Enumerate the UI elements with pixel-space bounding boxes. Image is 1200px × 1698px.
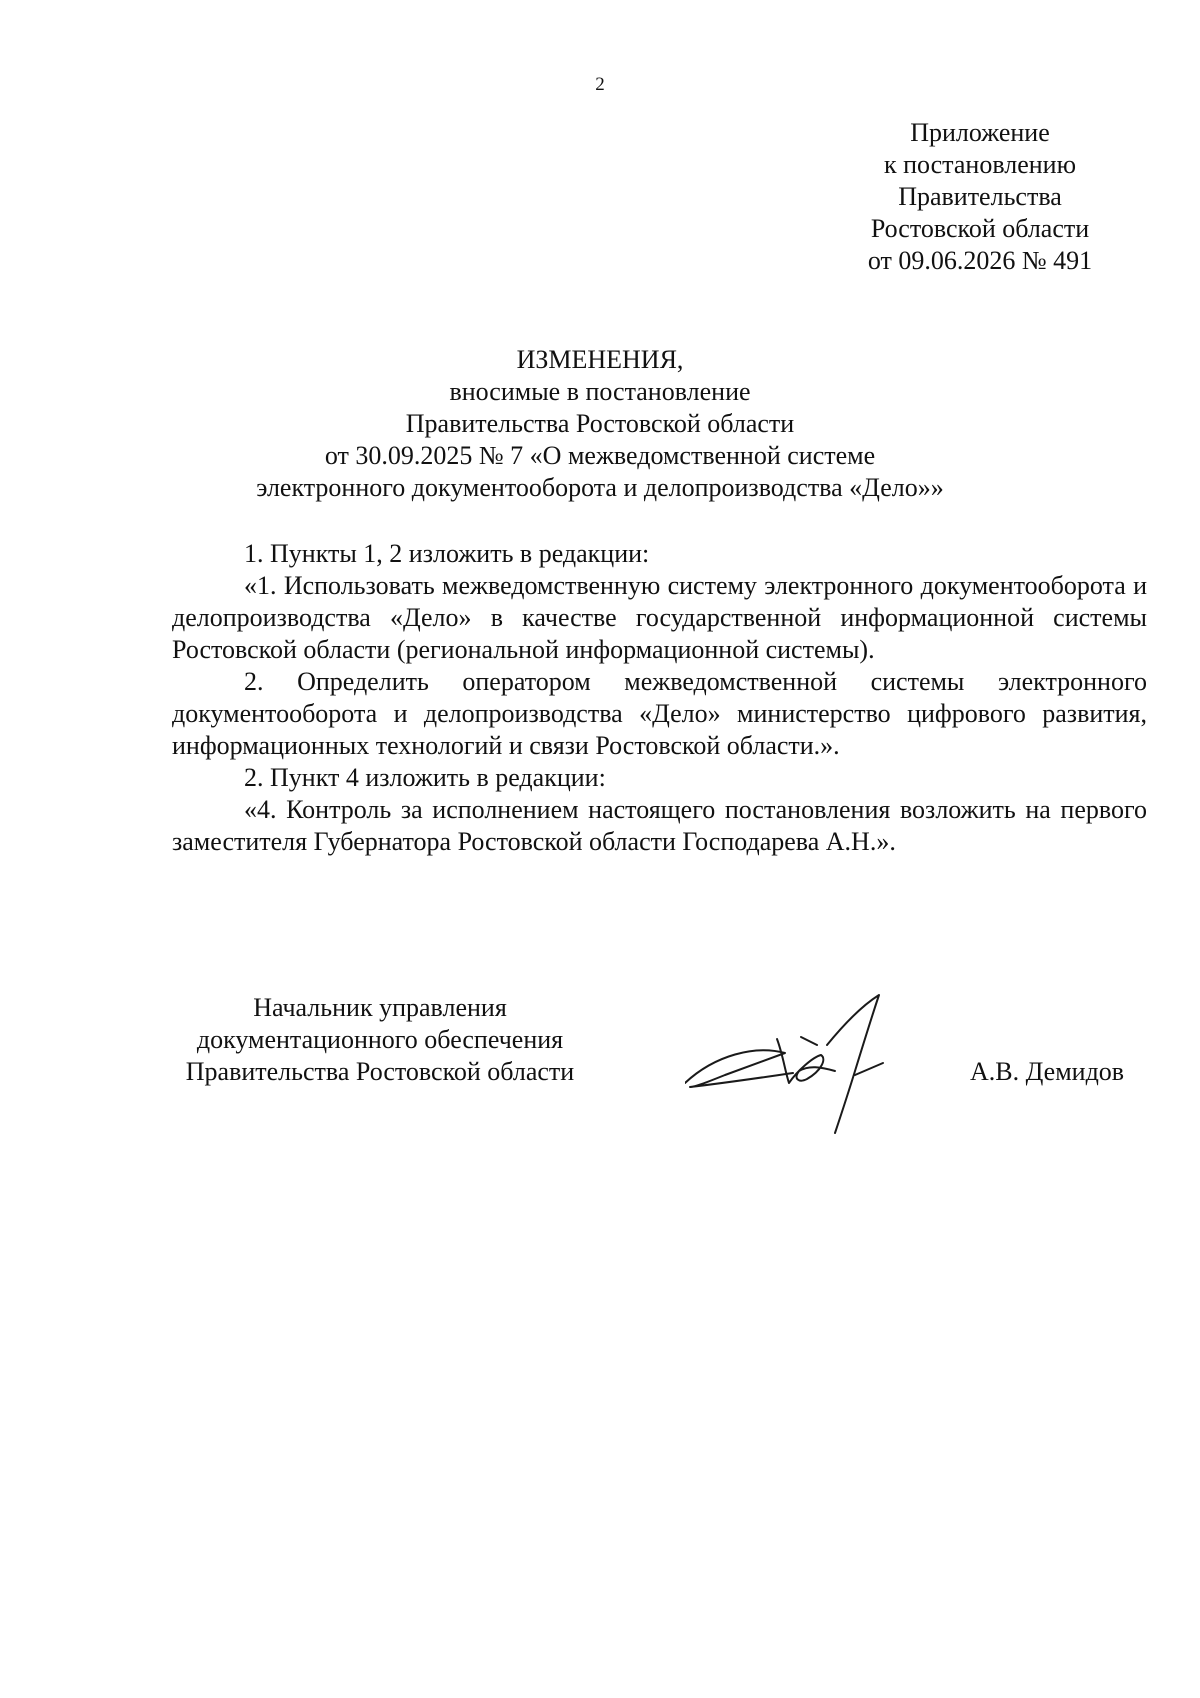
title-line: от 30.09.2025 № 7 «О межведомственной системе [324, 441, 876, 470]
signatory-title [150, 992, 610, 1088]
page-number: 2 [595, 74, 605, 95]
paragraph: «4. Контроль за исполнением настоящего постановления возложить на первого заместителя Губернатора Ростовской области Господарева А.Н.». [172, 795, 1147, 856]
document-title [150, 344, 1050, 504]
appendix-line: от 09.06.2026 № 491 [867, 246, 1093, 275]
title-heading: ИЗМЕНЕНИЯ, [516, 345, 684, 374]
paragraph: 2. Пункт 4 изложить в редакции: [244, 763, 606, 792]
title-line: вносимые в постановление [449, 377, 751, 406]
handwritten-signature [685, 975, 945, 1135]
paragraph: 1. Пункты 1, 2 изложить в редакции: [244, 539, 650, 568]
signatory-title-line: Правительства Ростовской области [185, 1057, 575, 1086]
title-line: Правительства Ростовской области [405, 409, 795, 438]
appendix-header [830, 117, 1130, 277]
appendix-line: Ростовской области [870, 214, 1090, 243]
paragraph: «1. Использовать межведомственную систему электронного документооборота и делопроизводства «Дело» в качестве государственной информационной системы Ростовской области (региональной информационной системы). [172, 571, 1147, 664]
paragraph: 2. Определить оператором межведомственной системы электронного документооборота и делопроизводства «Дело» министерство цифрового развития, информационных технологий и связи Ростовской области.». [172, 667, 1147, 760]
appendix-line: к постановлению [883, 150, 1077, 179]
signatory-name: А.В. Демидов [970, 1057, 1125, 1086]
document-body [172, 538, 1147, 858]
signatory-title-line: документационного обеспечения [196, 1025, 564, 1054]
appendix-line: Приложение [910, 118, 1050, 147]
signatory-title-line: Начальник управления [253, 993, 507, 1022]
title-line: электронного документооборота и делопроизводства «Дело»» [256, 473, 944, 502]
appendix-line: Правительства [898, 182, 1062, 211]
